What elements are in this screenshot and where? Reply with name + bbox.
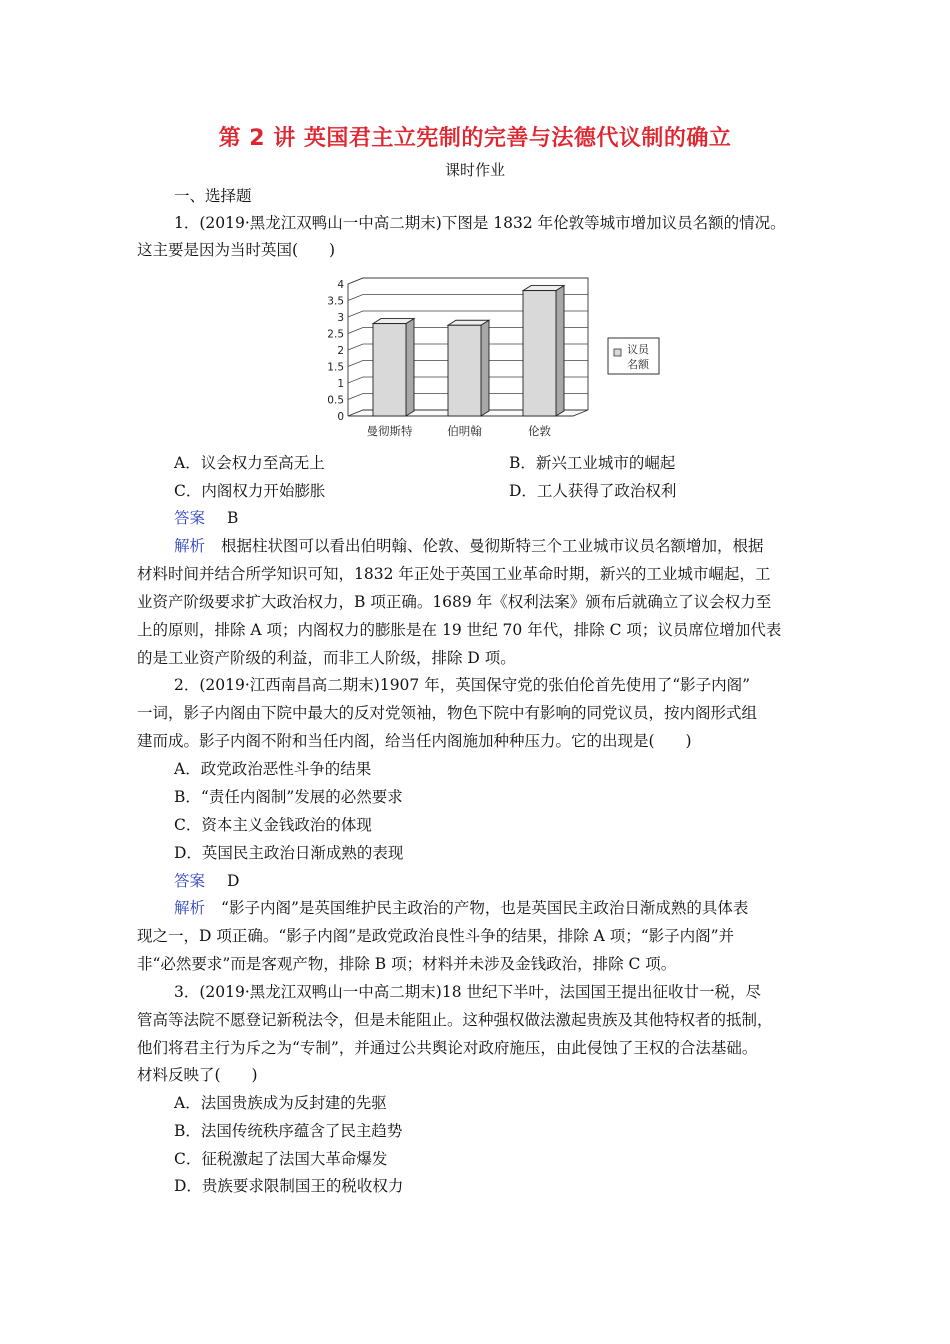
- q2-stem-line2: 一词，影子内阁由下院中最大的反对党领袖，物色下院中有影响的同党议员，按内阁形式组: [137, 704, 758, 722]
- q1-stem-line2: 这主要是因为当时英国( ): [137, 241, 336, 259]
- q2-stem-line1: 2．(2019·江西南昌高二期末)1907 年，英国保守党的张伯伦首先使用了“影子内阁”: [174, 676, 751, 694]
- legend-label-line1: 议员: [627, 343, 649, 356]
- bar-side: [406, 319, 414, 416]
- q3-option-c: C．征税激起了法国大革命爆发: [174, 1150, 388, 1168]
- q2-answer-value: D: [227, 872, 240, 890]
- q3-stem-line1: 3．(2019·黑龙江双鸭山一中高二期末)18 世纪下半叶，法国国王提出征收廿一税，尽: [174, 983, 761, 1001]
- q1-analysis-label: 解析: [174, 537, 206, 555]
- q1-option-c: C．内阁权力开始膨胀: [174, 482, 326, 500]
- chart-x-ticks: [367, 424, 552, 438]
- y-tick-label: 0.5: [327, 394, 344, 407]
- q1-analysis-line4: 上的原则，排除 A 项；内阁权力的膨胀是在 19 世纪 70 年代，排除 C 项；议员席位增加代表: [137, 621, 782, 639]
- bar-side: [556, 286, 564, 416]
- bar: [448, 325, 481, 416]
- q2-stem-line3: 建而成。影子内阁不附和当任内阁，给当任内阁施加种种压力。它的出现是( ): [137, 732, 692, 750]
- chart-legend: [608, 338, 659, 374]
- chart-bars: [373, 286, 564, 416]
- y-tick-label: 2.5: [327, 328, 344, 341]
- y-tick-label: 3.5: [327, 295, 344, 308]
- bar: [523, 291, 556, 416]
- q1-bar-chart: [318, 270, 678, 446]
- y-tick-label: 3: [337, 312, 344, 324]
- legend-swatch: [614, 349, 621, 356]
- q2-option-c: C．资本主义金钱政治的体现: [174, 816, 372, 834]
- bar: [373, 324, 406, 416]
- q3-stem-line2: 管高等法院不愿登记新税法令，但是未能阻止。这种强权做法激起贵族及其他特权者的抵制，: [137, 1011, 773, 1029]
- q1-stem-line1: 1．(2019·黑龙江双鸭山一中高二期末)下图是 1832 年伦敦等城市增加议员名额的情况。: [174, 214, 786, 232]
- q3-option-b: B．法国传统秩序蕴含了民主趋势: [174, 1122, 403, 1140]
- page-subtitle: 课时作业: [444, 161, 505, 179]
- x-tick-label: 伦敦: [528, 424, 551, 438]
- q2-answer-label: 答案: [174, 872, 206, 890]
- q2-analysis-line3: 非“必然要求”而是客观产物，排除 B 项；材料并未涉及金钱政治，排除 C 项。: [137, 955, 677, 973]
- q1-answer: [174, 508, 238, 528]
- q1-answer-value: B: [227, 509, 239, 527]
- x-tick-label: 曼彻斯特: [366, 424, 413, 438]
- q2-analysis-line2: 现之一，D 项正确。“影子内阁”是政党政治良性斗争的结果，排除 A 项；“影子内阁”并: [137, 927, 735, 945]
- q1-analysis-text1: 根据柱状图可以看出伯明翰、伦敦、曼彻斯特三个工业城市议员名额增加，根据: [221, 537, 764, 555]
- q1-option-d: D．工人获得了政治权利: [509, 482, 677, 500]
- q3-stem-line3: 他们将君主行为斥之为“专制”，并通过公共舆论对政府施压，由此侵蚀了王权的合法基础。: [137, 1039, 758, 1057]
- x-tick-label: 伯明翰: [447, 424, 482, 438]
- q2-analysis-line1: [174, 898, 748, 918]
- y-tick-label: 1.5: [327, 361, 344, 374]
- q3-option-d: D．贵族要求限制国王的税收权力: [174, 1177, 404, 1195]
- y-tick-label: 1: [337, 378, 344, 390]
- q2-analysis-text1: “影子内阁”是英国维护民主政治的产物，也是英国民主政治日渐成熟的具体表: [221, 899, 749, 917]
- y-tick-label: 0: [337, 411, 344, 423]
- y-tick-label: 2: [337, 345, 344, 357]
- q2-answer: [174, 871, 239, 891]
- q1-analysis-line1: [174, 536, 764, 556]
- q1-analysis-line3: 业资产阶级要求扩大政治权力，B 项正确。1689 年《权利法案》颁布后就确立了议会权力至: [137, 593, 772, 611]
- q2-option-d: D．英国民主政治日渐成熟的表现: [174, 844, 404, 862]
- chart-gridline: [348, 278, 588, 284]
- chart-y-ticks: [327, 279, 344, 423]
- q1-option-a: A．议会权力至高无上: [174, 454, 325, 472]
- q2-option-b: B．“责任内阁制”发展的必然要求: [174, 788, 403, 806]
- bar-side: [481, 320, 489, 416]
- q1-analysis-line2: 材料时间并结合所学知识可知，1832 年正处于英国工业革命时期，新兴的工业城市崛起，工: [137, 565, 771, 583]
- q2-analysis-label: 解析: [174, 899, 206, 917]
- q1-answer-label: 答案: [174, 509, 206, 527]
- legend-label-line2: 名额: [627, 358, 649, 371]
- q2-option-a: A．政党政治恶性斗争的结果: [174, 760, 372, 778]
- q1-option-b: B．新兴工业城市的崛起: [509, 454, 676, 472]
- q3-stem-line4: 材料反映了( ): [137, 1066, 258, 1084]
- y-tick-label: 4: [337, 279, 344, 291]
- section-heading: 一、选择题: [174, 187, 252, 205]
- page-title: 第 2 讲 英国君主立宪制的完善与法德代议制的确立: [218, 126, 732, 151]
- q1-analysis-line5: 的是工业资产阶级的利益，而非工人阶级，排除 D 项。: [137, 649, 516, 667]
- q3-option-a: A．法国贵族成为反封建的先驱: [174, 1094, 387, 1112]
